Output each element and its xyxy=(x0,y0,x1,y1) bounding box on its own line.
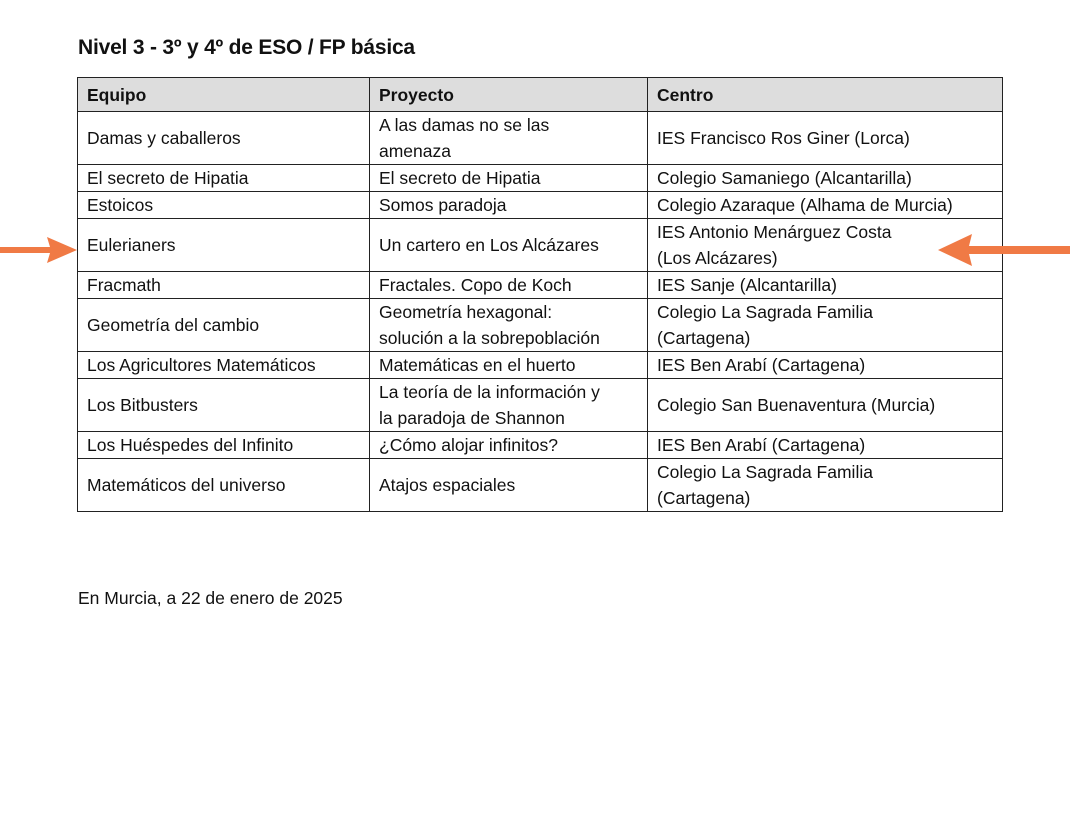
cell-text-centro: Colegio Azaraque (Alhama de Murcia) xyxy=(657,195,953,215)
table-row xyxy=(78,379,1003,432)
table-cell-centro xyxy=(648,299,1003,352)
table-cell-equipo xyxy=(78,112,370,165)
table-cell-proyecto xyxy=(370,112,648,165)
arrow-right-icon xyxy=(0,230,130,270)
table-cell-proyecto xyxy=(370,165,648,192)
table-cell-centro xyxy=(648,192,1003,219)
table-cell-centro xyxy=(648,112,1003,165)
cell-text-equipo: Fracmath xyxy=(87,275,161,295)
cell-text-proyecto: ¿Cómo alojar infinitos? xyxy=(379,435,558,455)
table-cell-equipo xyxy=(78,379,370,432)
page-title: Nivel 3 - 3º y 4º de ESO / FP básica xyxy=(78,36,415,59)
table-row xyxy=(78,192,1003,219)
cell-text-equipo: El secreto de Hipatia xyxy=(87,168,249,188)
table-cell-equipo xyxy=(78,272,370,299)
cell-text-proyecto: La teoría de la información y la paradoja de Shannon xyxy=(379,382,600,428)
table-cell-proyecto xyxy=(370,379,648,432)
cell-text-proyecto: A las damas no se las amenaza xyxy=(379,115,550,161)
table-cell-proyecto xyxy=(370,352,648,379)
table-cell-centro xyxy=(648,272,1003,299)
cell-text-equipo: Estoicos xyxy=(87,195,154,215)
table-row xyxy=(78,459,1003,512)
cell-text-proyecto: Atajos espaciales xyxy=(379,475,516,495)
table-cell-centro xyxy=(648,459,1003,512)
table-cell-equipo xyxy=(78,192,370,219)
table-cell-proyecto xyxy=(370,432,648,459)
cell-text-equipo: Eulerianers xyxy=(87,235,176,255)
column-header-equipo: Equipo xyxy=(78,78,370,112)
table-cell-equipo xyxy=(78,299,370,352)
table-row xyxy=(78,352,1003,379)
table-row xyxy=(78,112,1003,165)
cell-text-centro: Colegio Samaniego (Alcantarilla) xyxy=(657,168,912,188)
cell-text-centro: Colegio San Buenaventura (Murcia) xyxy=(657,395,936,415)
table-row xyxy=(78,299,1003,352)
table-cell-proyecto xyxy=(370,272,648,299)
cell-text-centro: IES Francisco Ros Giner (Lorca) xyxy=(657,128,910,148)
table-row xyxy=(78,165,1003,192)
cell-text-proyecto: Matemáticas en el huerto xyxy=(379,355,576,375)
cell-text-proyecto: Un cartero en Los Alcázares xyxy=(379,235,599,255)
table-row xyxy=(78,272,1003,299)
cell-text-proyecto: Fractales. Copo de Koch xyxy=(379,275,572,295)
table-cell-equipo xyxy=(78,165,370,192)
cell-text-centro: IES Antonio Menárguez Costa (Los Alcázares) xyxy=(657,222,892,268)
arrow-right-icon-shape xyxy=(0,237,77,263)
cell-text-equipo: Matemáticos del universo xyxy=(87,475,286,495)
closing-date-line: En Murcia, a 22 de enero de 2025 xyxy=(78,588,343,608)
table-cell-centro xyxy=(648,352,1003,379)
arrow-left-icon-shape xyxy=(938,234,1070,266)
table-cell-centro xyxy=(648,165,1003,192)
table-row xyxy=(78,432,1003,459)
table-cell-proyecto xyxy=(370,219,648,272)
cell-text-proyecto: Somos paradoja xyxy=(379,195,507,215)
table-cell-equipo xyxy=(78,432,370,459)
table-cell-proyecto xyxy=(370,299,648,352)
arrow-left-icon xyxy=(930,230,1070,270)
cell-text-centro: IES Sanje (Alcantarilla) xyxy=(657,275,837,295)
table-cell-proyecto xyxy=(370,459,648,512)
table-header-row xyxy=(78,78,1003,112)
column-header-proyecto: Proyecto xyxy=(370,78,648,112)
cell-text-equipo: Los Bitbusters xyxy=(87,395,198,415)
cell-text-equipo: Damas y caballeros xyxy=(87,128,241,148)
table-cell-centro xyxy=(648,379,1003,432)
cell-text-centro: Colegio La Sagrada Familia (Cartagena) xyxy=(657,462,873,508)
cell-text-proyecto: El secreto de Hipatia xyxy=(379,168,541,188)
table-row-highlighted xyxy=(78,219,1003,272)
table-cell-proyecto xyxy=(370,192,648,219)
cell-text-centro: Colegio La Sagrada Familia (Cartagena) xyxy=(657,302,873,348)
cell-text-equipo: Los Huéspedes del Infinito xyxy=(87,435,294,455)
cell-text-proyecto: Geometría hexagonal: solución a la sobrepoblación xyxy=(379,302,600,348)
table-cell-equipo xyxy=(78,352,370,379)
cell-text-equipo: Los Agricultores Matemáticos xyxy=(87,355,316,375)
column-header-centro: Centro xyxy=(648,78,1003,112)
table-body xyxy=(78,112,1003,512)
table-cell-equipo xyxy=(78,459,370,512)
table-cell-centro xyxy=(648,432,1003,459)
results-table xyxy=(77,77,1003,512)
cell-text-centro: IES Ben Arabí (Cartagena) xyxy=(657,355,866,375)
cell-text-equipo: Geometría del cambio xyxy=(87,315,260,335)
cell-text-centro: IES Ben Arabí (Cartagena) xyxy=(657,435,866,455)
